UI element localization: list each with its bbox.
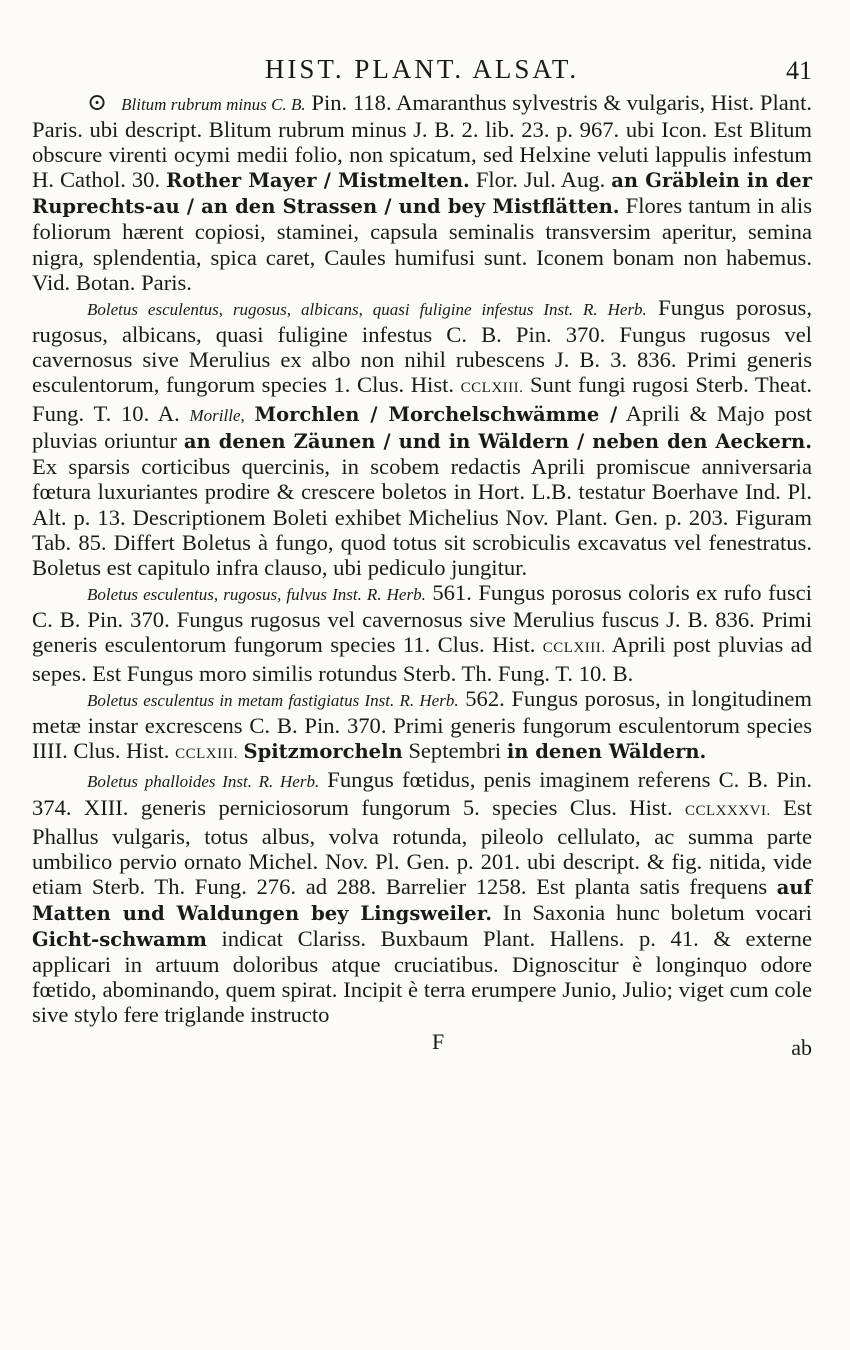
species-heading: Boletus esculentus in metam fastigiatus Inst. R. Herb. <box>87 691 459 711</box>
roman-numeral: CCLXIII. <box>542 639 606 656</box>
vernacular-name: Morchlen / Morchelschwämme / <box>254 403 618 427</box>
species-heading: Boletus esculentus, rugosus, albicans, quasi fuligine infestus Inst. R. Herb. <box>87 299 647 319</box>
entry-text: Septembri <box>402 738 507 764</box>
species-heading: Boletus esculentus, rugosus, fulvus Inst. R. Herb. <box>87 584 426 604</box>
entry-text: Flor. Jul. Aug. <box>469 167 612 193</box>
book-page <box>32 50 812 1059</box>
entry-text: In Saxonia hunc boletum vocari <box>491 899 812 925</box>
catchword: ab <box>791 1035 812 1061</box>
entry-text: 561. Fungus porosus coloris ex rufo fusci C. B. Pin. 370. Fungus rugosus vel cavernosus sive Merulius fuscus J. B. 836. Primi generis esculentorum fungorum species 11. Clus. Hist. <box>32 579 812 657</box>
plant-entry <box>32 295 812 580</box>
page-header <box>32 50 812 90</box>
plant-entry <box>32 580 812 686</box>
roman-numeral: CCLXIII. <box>460 380 524 397</box>
entry-text: Flores tantum in alis foliorum hærent copiosi, staminei, capsula seminalis transversim aperitur, semina nigra, splendentia, spica caret, Caules humifusi sunt. Iconem bonam non habemus. Vid. Botan. Paris. <box>32 193 812 295</box>
vernacular-name: in denen Wäldern. <box>506 740 707 764</box>
vernacular-name: Gicht-schwamm <box>32 928 207 951</box>
italic-term: Morille, <box>189 406 245 426</box>
entry-text: indicat Clariss. Buxbaum Plant. Hallens. p. 41. & externe applicari in artuum doloribus atque cruciatibus. Dignoscitur è longinquo odore fœtido, abominando, quem spirat. Incipit è terra erumpere Junio, Julio; viget cum cole sive stylo fere triglande instructo <box>32 926 812 1028</box>
entry-text: Ex sparsis corticibus quercinis, in scobem redactis Aprili promiscue anniversaria fœtura luxuriantes prodire & crescere boletos in Hort. L.B. testatur Boerhave Ind. Pl. Alt. p. 13. Descriptionem Boleti exhibet Michelius Nov. Plant. Gen. p. 203. Figuram Tab. 85. Differt Boletus à fungo, quod totus sit scrobiculis excavatus vel fenestratus. Boletus est capitulo infra clauso, ubi pediculo jungitur. <box>32 454 812 580</box>
entry-text: Aprili post pluvias ad sepes. Est Fungus moro similis rotundus Sterb. Th. Fung. T. 10. B. <box>32 631 813 687</box>
plant-entry <box>32 686 812 767</box>
signature-mark: F <box>432 1029 445 1055</box>
annual-symbol-icon: ⊙ <box>87 90 108 116</box>
roman-numeral: CCLXXXVI. <box>684 802 771 819</box>
species-heading: Blitum rubrum minus C. B. <box>121 95 306 114</box>
plant-entry <box>32 767 812 1027</box>
vernacular-name: auf Matten und Waldungen bey Lingsweiler. <box>32 875 812 925</box>
entry-text <box>245 401 255 426</box>
page-number: 41 <box>786 56 812 85</box>
entry-text: Sunt fungi rugosi Sterb. Theat. Fung. T. 10. A. <box>32 372 812 427</box>
plant-entry <box>32 90 812 295</box>
vernacular-name: an Gräblein in der Ruprechts-au / an den Strassen / und bey Mistflätten. <box>32 169 812 219</box>
running-head: HIST. PLANT. ALSAT. <box>264 54 580 84</box>
entry-text: Pin. 118. Amaranthus sylvestris & vulgaris, Hist. Plant. Paris. ubi descript. Blitum rubrum minus J. B. 2. lib. 23. p. 967. ubi Icon. Est Blitum obscure virenti ocymi medii folio, non spicatum, sed Helxine veluti lappulis infestum H. Cathol. 30. <box>32 90 812 193</box>
entry-text: Fungus fœtidus, penis imaginem referens C. B. Pin. 374. XIII. generis perniciosorum fungorum 5. species Clus. Hist. <box>32 767 812 820</box>
page-footer <box>32 1029 812 1059</box>
entry-text: 562. Fungus porosus, in longitudinem metæ instar excrescens C. B. Pin. 370. Primi generis fungorum esculentorum species IIII. Clus. Hist. <box>32 686 812 764</box>
vernacular-name: Rother Mayer / Mistmelten. <box>166 169 470 193</box>
entry-text: Aprili & Majo post pluvias oriuntur <box>32 401 813 454</box>
entries-container <box>32 90 812 1027</box>
roman-numeral: CCLXIII. <box>175 746 238 763</box>
species-heading: Boletus phalloides Inst. R. Herb. <box>87 772 320 792</box>
vernacular-name: Spitzmorcheln <box>243 740 403 764</box>
entry-text: Est Phallus vulgaris, totus albus, volva rotunda, pileolo cellulato, ac summa parte umbilico pervio ornato Michel. Nov. Pl. Gen. p. 201. ubi descript. & fig. nitida, vide etiam Sterb. Th. Fung. 276. ad 288. Barrelier 1258. Est planta satis frequens <box>32 794 812 899</box>
entry-text: Fungus porosus, rugosus, albicans, quasi fuligine infestus C. B. Pin. 370. Fungus rugosus vel cavernosus sive Merulius ex albo non nihil rubescens J. B. 3. 836. Primi generis esculentorum, fungorum species 1. Clus. Hist. <box>32 294 812 398</box>
vernacular-name: an denen Zäunen / und in Wäldern / neben den Aeckern. <box>183 430 812 454</box>
